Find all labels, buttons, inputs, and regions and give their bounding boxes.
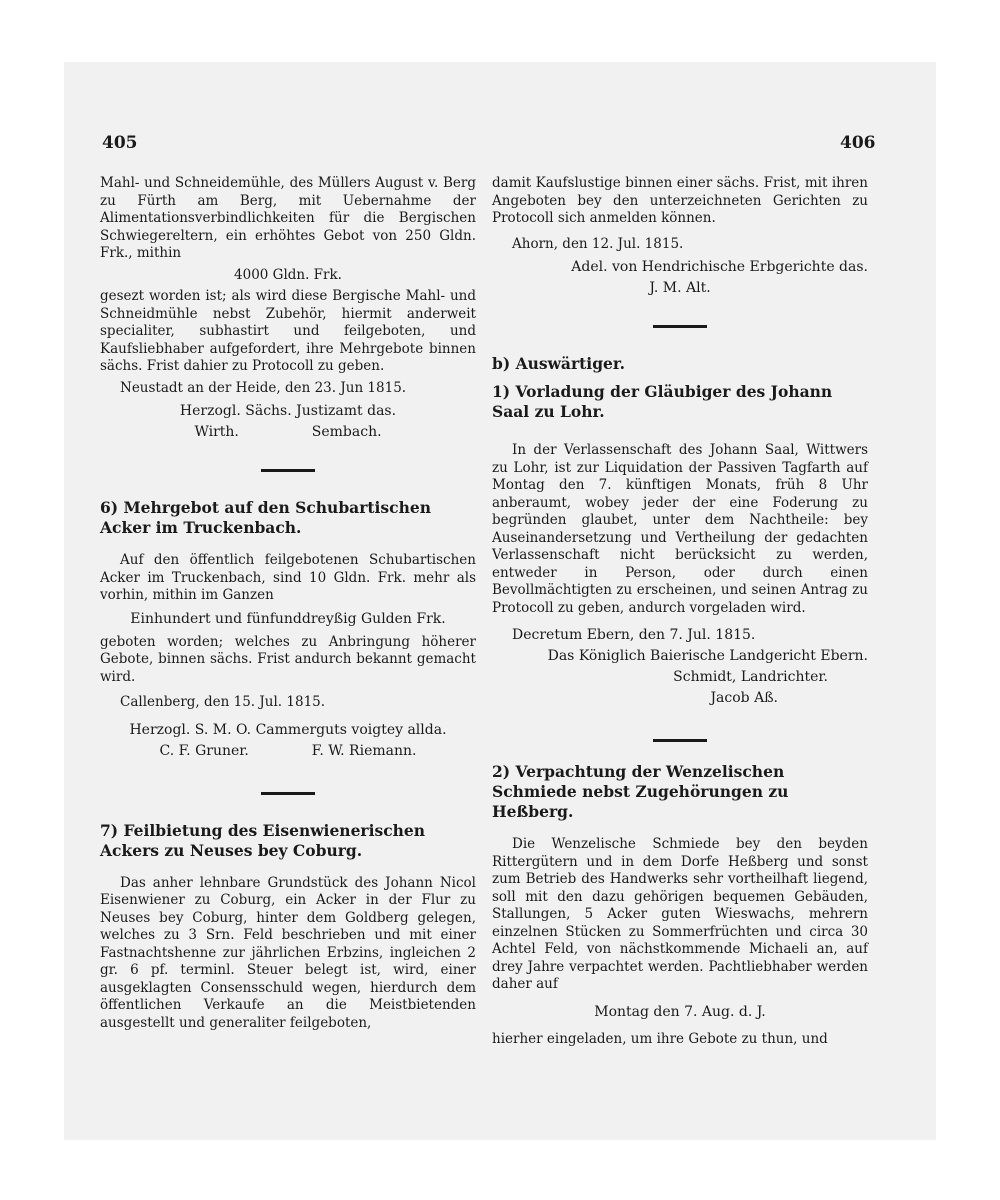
ahorn-notice-text: damit Kaufslustige binnen einer sächs. Frist, mit ihren Angeboten bey den unterzeichneten Gerichten zu Protocoll sich anmelden können. bbox=[492, 175, 868, 226]
ahorn-notice-place-date: Ahorn, den 12. Jul. 1815. bbox=[512, 235, 684, 252]
mill-auction-signatures bbox=[100, 422, 476, 443]
mill-auction-text: Mahl- und Schneidemühle, des Müllers August v. Berg zu Fürth am Berg, mit Uebernahme der Alimentationsverbindlichkeiten für die Bergischen Schwiegereltern, ein erhöhtes Gebot von 250 Gldn. Frk., mithin bbox=[100, 175, 476, 261]
ahorn-notice-signature: J. M. Alt. bbox=[649, 280, 711, 296]
section-divider bbox=[261, 469, 315, 472]
mill-auction-text-continued: gesezt worden ist; als wird diese Bergische Mahl- und Schneidmühle nebst Zubehör, hiermit anderweit specialiter, subhastirt und feilgeboten, und Kaufsliebhaber aufgefordert, ihre Mehrgebote binnen sächs. Frist dahier zu Protocoll zu geben. bbox=[100, 288, 476, 374]
section-6-signatures bbox=[100, 741, 476, 762]
section-6-text-continued: geboten worden; welches zu Anbringung höherer Gebote, binnen sächs. Frist andurch bekannt gemacht wird. bbox=[100, 633, 476, 685]
section-1-authority: Das Königlich Baierische Landgericht Ebern. bbox=[547, 648, 868, 664]
ahorn-notice-authority: Adel. von Hendrichische Erbgerichte das. bbox=[571, 259, 868, 275]
section-2-text-continued: hierher eingeladen, um ihre Gebote zu thun, und bbox=[492, 1030, 828, 1047]
section-6-text: Auf den öffentlich feilgebotenen Schubartischen Acker im Truckenbach, sind 10 Gldn. Frk. mehr als vorhin, mithin im Ganzen bbox=[100, 552, 476, 603]
section-1-heading: 1) Vorladung der Gläubiger des Johann Saal zu Lohr. bbox=[492, 382, 833, 421]
mill-auction-authority: Herzogl. Sächs. Justizamt das. bbox=[179, 403, 397, 419]
signature-sembach: Sembach. bbox=[311, 424, 382, 440]
signature-gruner: C. F. Gruner. bbox=[159, 742, 249, 759]
mill-auction-sum: 4000 Gldn. Frk. bbox=[234, 266, 342, 283]
section-7-text: Das anher lehnbare Grundstück des Johann Nicol Eisenwiener zu Coburg, ein Acker in der Flur zu Neuses bey Coburg, hinter dem Goldberg gelegen, welches zu 3 Srn. Feld beschrieben und mit einer Fastnachtshenne zur jährlichen Erbzins, ingleichen 2 gr. 6 pf. terminl. Steuer belegt ist, wird, einer ausgeklagten Consensschuld wegen, hierdurch dem öffentlichen Verkaufe an die Meistbietenden ausgestellt und generaliter feilgeboten, bbox=[100, 874, 476, 1031]
section-6-heading: 6) Mehrgebot auf den Schubartischen Acker im Truckenbach. bbox=[100, 498, 431, 537]
section-1-signature-as: Jacob Aß. bbox=[710, 690, 778, 706]
section-7-heading: 7) Feilbietung des Eisenwienerischen Ackers zu Neuses bey Coburg. bbox=[100, 820, 426, 860]
section-divider bbox=[261, 792, 315, 795]
section-6-authority: Herzogl. S. M. O. Cammerguts voigtey allda. bbox=[129, 721, 447, 738]
section-divider bbox=[653, 325, 707, 328]
section-2-date: Montag den 7. Aug. d. J. bbox=[594, 1003, 766, 1020]
section-1-text: In der Verlassenschaft des Johann Saal, Wittwers zu Lohr, ist zur Liquidation der Passiven Tagfarth auf Montag den 7. künftigen Monats, früh 8 Uhr anberaumt, wobey jeder der eine Foderung zu begründen glaubet, unter dem Nachtheile: bey Auseinandersetzung und Vertheilung der gedachten Verlassenschaft nicht berücksicht zu werden, entweder in Person, oder durch einen Bevollmächtigten zu erscheinen, und seinen Antrag zu Protocoll zu geben, andurch vorgeladen wird. bbox=[492, 442, 868, 616]
mill-auction-place-date: Neustadt an der Heide, den 23. Jun 1815. bbox=[120, 379, 407, 396]
section-1-place-date: Decretum Ebern, den 7. Jul. 1815. bbox=[512, 627, 756, 643]
left-column bbox=[100, 175, 476, 1032]
signature-wirth: Wirth. bbox=[194, 424, 239, 440]
section-2-heading: 2) Verpachtung der Wenzelischen Schmiede nebst Zugehörungen zu Heßberg. bbox=[492, 762, 789, 821]
section-b-heading: b) Auswärtiger. bbox=[492, 354, 626, 373]
section-6-sum: Einhundert und fünfunddreyßig Gulden Frk. bbox=[130, 610, 446, 627]
signature-riemann: F. W. Riemann. bbox=[311, 742, 417, 759]
section-1-signature-schmidt: Schmidt, Landrichter. bbox=[673, 669, 828, 685]
page-number-right: 406 bbox=[840, 133, 876, 153]
section-divider bbox=[653, 739, 707, 742]
right-column bbox=[492, 175, 868, 1048]
section-6-place-date: Callenberg, den 15. Jul. 1815. bbox=[120, 694, 326, 710]
section-2-text: Die Wenzelische Schmiede bey den beyden Rittergütern und in dem Dorfe Heßberg und sonst zum Betrieb des Handwerks sehr vortheilhaft liegend, soll mit den dazu gehörigen bequemen Gebäuden, Stallungen, 5 Acker guten Wieswachs, mehrern einzelnen Stücken zu Sommerfrüchten und circa 30 Achtel Feld, von nächstkommende Michaeli an, auf drey Jahre verpachtet werden. Pachtliebhaber werden daher auf bbox=[492, 836, 868, 992]
page-number-left: 405 bbox=[102, 133, 138, 153]
